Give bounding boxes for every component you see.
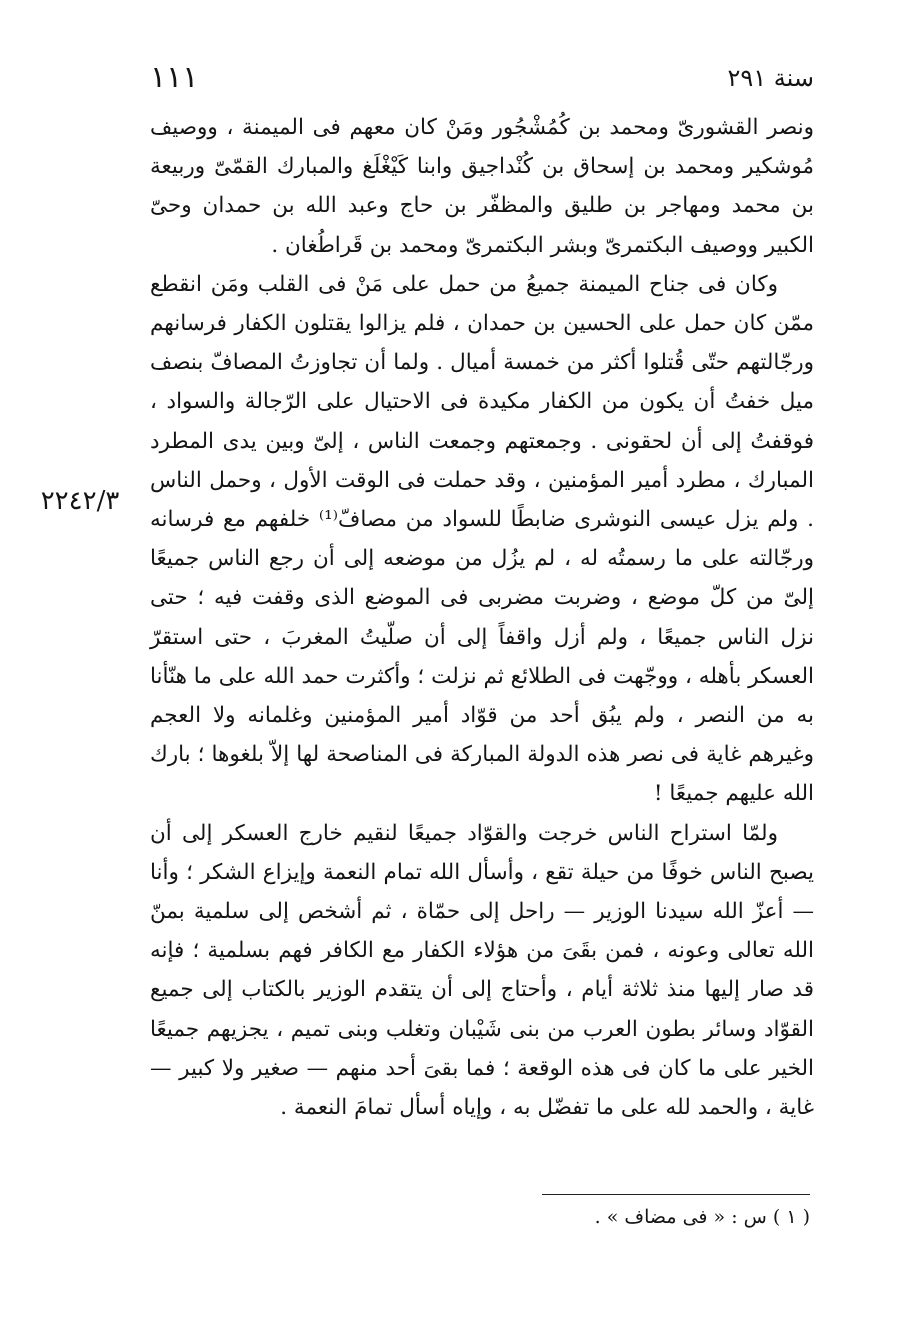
footnote: ( ١ ) س : « فى مضاف » .	[594, 1206, 810, 1228]
main-text	[150, 108, 814, 1127]
paragraph-1: ونصر القشورىّ ومحمد بن كُمُشْجُور ومَنْ كان معهم فى الميمنة ، ووصيف مُوشكير ومحمد بن إسحاق بن كُنْداجيق وابنا كَيْغْلَغ والمبارك القمّىّ وربيعة بن محمد ومهاجر بن طليق والمظفّر بن حاج وعبد الله بن حمدان وحىّ الكبير ووصيف البكتمرىّ وبشر البكتمرىّ ومحمد بن قَراطُغان .	[150, 115, 814, 258]
paragraph-3: ولمّا استراح الناس خرجت والقوّاد جميعًا لنقيم خارج العسكر إلى أن يصبح الناس خوفًا من حيلة تقع ، وأسأل الله تمام النعمة وإيزاع الشكر ؛ وأنا — أعزّ الله سيدنا الوزير — راحل إلى حمّاة ، ثم أشخص إلى سلمية بمنّ الله تعالى وعونه ، فمن بقَىَ من هؤلاء الكفار مع الكافر فهم بسلمية ؛ فإنه قد صار إليها منذ ثلاثة أيام ، وأحتاج إلى أن يتقدم الوزير بالكتاب إلى جميع القوّاد وسائر بطون العرب من بنى شَيْبان وتغلب وبنى تميم ، يجزيهم جميعًا الخير على ما كان فى هذه الوقعة ؛ فما بقىَ أحد منهم — صغير ولا كبير — غاية ، والحمد لله على ما تفضّل به ، وإياه أسأل تمامَ النعمة .	[150, 820, 814, 1121]
page-number: ١١١	[150, 60, 199, 95]
margin-reference: ٢٢٤٢/٣	[40, 486, 120, 516]
paragraph-2: وكان فى جناح الميمنة جميعُ من حمل على مَنْ فى القلب ومَن انقطع ممّن كان حمل على الحسين بن حمدان ، فلم يزالوا يقتلون الكفار فرسانهم ورجّالتهم حتّى قُتلوا أكثر من خمسة أميال . ولما أن تجاوزتُ المصافّ بنصف ميل خفتُ أن يكون من الكفار مكيدة فى الاحتيال على الرّجالة والسواد ، فوقفتُ إلى أن لحقونى . وجمعتهم وجمعت الناس ، إلىّ وبين يدى المطرد المبارك ، مطرد أمير المؤمنين ، وقد حملت فى الوقت الأول ، وحمل الناس . ولم يزل عيسى النوشرى ضابطًا للسواد من مصافّ⁽¹⁾ خلفهم مع فرسانه ورجّالته على ما رسمتُه له ، لم يزُل من موضعه إلى أن رجع الناس جميعًا إلىّ من كلّ موضع ، وضربت مضربى فى الموضع الذى وقفت فيه ؛ حتى نزل الناس جميعًا ، ولم أزل واقفاً إلى أن صلّيتُ المغربَ ، حتى استقرّ العسكر بأهله ، ووجّهت فى الطلائع ثم نزلت ؛ وأكثرت حمد الله على ما هنّأنا به من النصر ، ولم يبُق أحد من قوّاد أمير المؤمنين وغلمانه ولا العجم وغيرهم غاية فى نصر هذه الدولة المباركة فى المناصحة لها إلاّ بلغوها ؛ بارك الله عليهم جميعًا !	[150, 271, 814, 807]
footnote-divider	[542, 1194, 810, 1195]
running-head-year: سنة ٢٩١	[727, 64, 814, 92]
page-header	[150, 54, 814, 98]
